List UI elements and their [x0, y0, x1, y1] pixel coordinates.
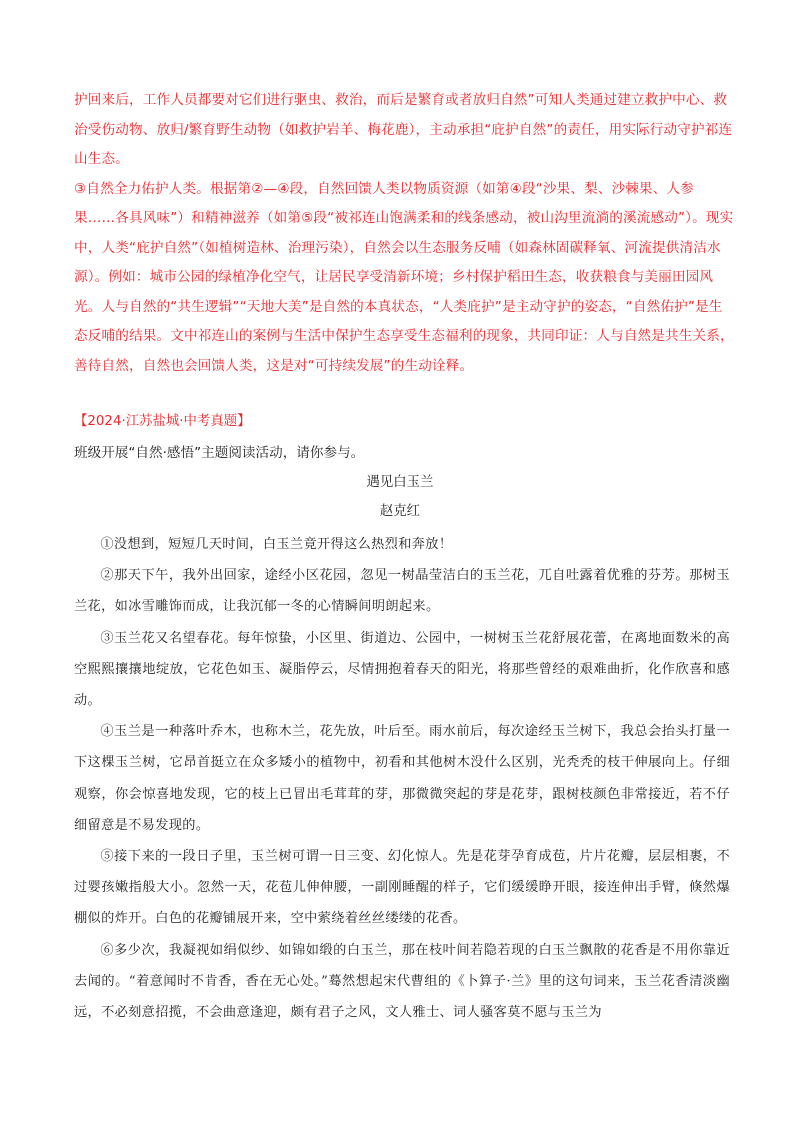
article-paragraph: ①没想到，短短几天时间，白玉兰竟开得这么热烈和奔放！: [100, 537, 453, 552]
answer-analysis: [74, 86, 734, 381]
activity-intro: 班级开展“自然·感悟”主题阅读活动，请你参与。: [74, 445, 365, 461]
exam-source-tag: 【2024·江苏盐城·中考真题】: [74, 414, 251, 429]
answer-paragraph: ③自然全力佑护人类。根据第②—④段，自然回馈人类以物质资源（如第④段“沙果、梨、沙棘果、人参果……各具风味”）和精神滋养（如第⑤段“被祁连山饱满柔和的线条感动，被山沟里流淌的溪流感动”）。现实中，人类“庇护自然”（如植树造林、治理污染），自然会以生态服务反哺（如森林固碳释氧、河流提供清洁水源）。例如：城市公园的绿植净化空气，让居民享受清新环境；乡村保护稻田生态，收获粮食与美丽田园风光。人与自然的“共生逻辑”“天地大美”是自然的本真状态，“人类庇护”是主动守护的姿态，“自然佑护”是生态反哺的结果。文中祁连山的案例与生活中保护生态享受生态福利的现象，共同印证：人与自然是共生关系，善待自然，自然也会回馈人类，这是对“可持续发展”的生动诠释。: [74, 180, 734, 374]
answer-paragraph: 护回来后，工作人员都要对它们进行驱虫、救治，而后是繁育或者放归自然”可知人类通过建立救护中心、救治受伤动物、放归/繁育野生动物（如救护岩羊、梅花鹿），主动承担“庇护自然”的责任，用实际行动守护祁连山生态。: [74, 92, 733, 167]
article-paragraph: ⑥多少次，我凝视如绢似纱、如锦如缎的白玉兰，那在枝叶间若隐若现的白玉兰飘散的花香是不用你靠近去闻的。“着意闻时不肯香，香在无心处。”蓦然想起宋代曹组的《卜算子·兰》里的这句词来，玉兰花香清淡幽远，不必刻意招揽，不会曲意逢迎，颇有君子之风，文人雅士、词人骚客莫不愿与玉兰为: [74, 942, 730, 1021]
article-paragraph: ⑤接下来的一段日子里，玉兰树可谓一日三变、幻化惊人。先是花芽孕育成苞，片片花瓣，层层相裹，不过婴孩嫩指般大小。忽然一天，花苞儿伸伸腰，一副刚睡醒的样子，它们缓缓睁开眼，接连伸出手臂，倏然爆棚似的炸开。白色的花瓣铺展开来，空中萦绕着丝丝缕缕的花香。: [74, 849, 730, 927]
article-body: [74, 529, 730, 1028]
article-paragraph: ③玉兰花又名望春花。每年惊蛰，小区里、街道边、公园中，一树树玉兰花舒展花蕾，在离地面数米的高空熙熙攘攘地绽放，它花色如玉、凝脂停云，尽情拥抱着春天的阳光，将那些曾经的艰难曲折，化作欣喜和感动。: [74, 630, 730, 709]
article-title: 遇见白玉兰: [366, 475, 434, 490]
article-author: 赵克红: [379, 504, 421, 519]
article-paragraph: ②那天下午，我外出回家，途经小区花园，忽见一树晶莹洁白的玉兰花，兀自吐露着优雅的芬芳。那树玉兰花，如冰雪雕饰而成，让我沉郁一冬的心情瞬间明朗起来。: [74, 568, 730, 615]
article-paragraph: ④玉兰是一种落叶乔木，也称木兰，花先放，叶后至。雨水前后，每次途经玉兰树下，我总会抬头打量一下这棵玉兰树，它昂首挺立在众多矮小的植物中，初看和其他树木没什么区别，光秃秃的枝干伸展向上。仔细观察，你会惊喜地发现，它的枝上已冒出毛茸茸的芽，那微微突起的芽是花芽，跟树枝颜色非常接近，若不仔细留意是不易发现的。: [74, 724, 730, 833]
